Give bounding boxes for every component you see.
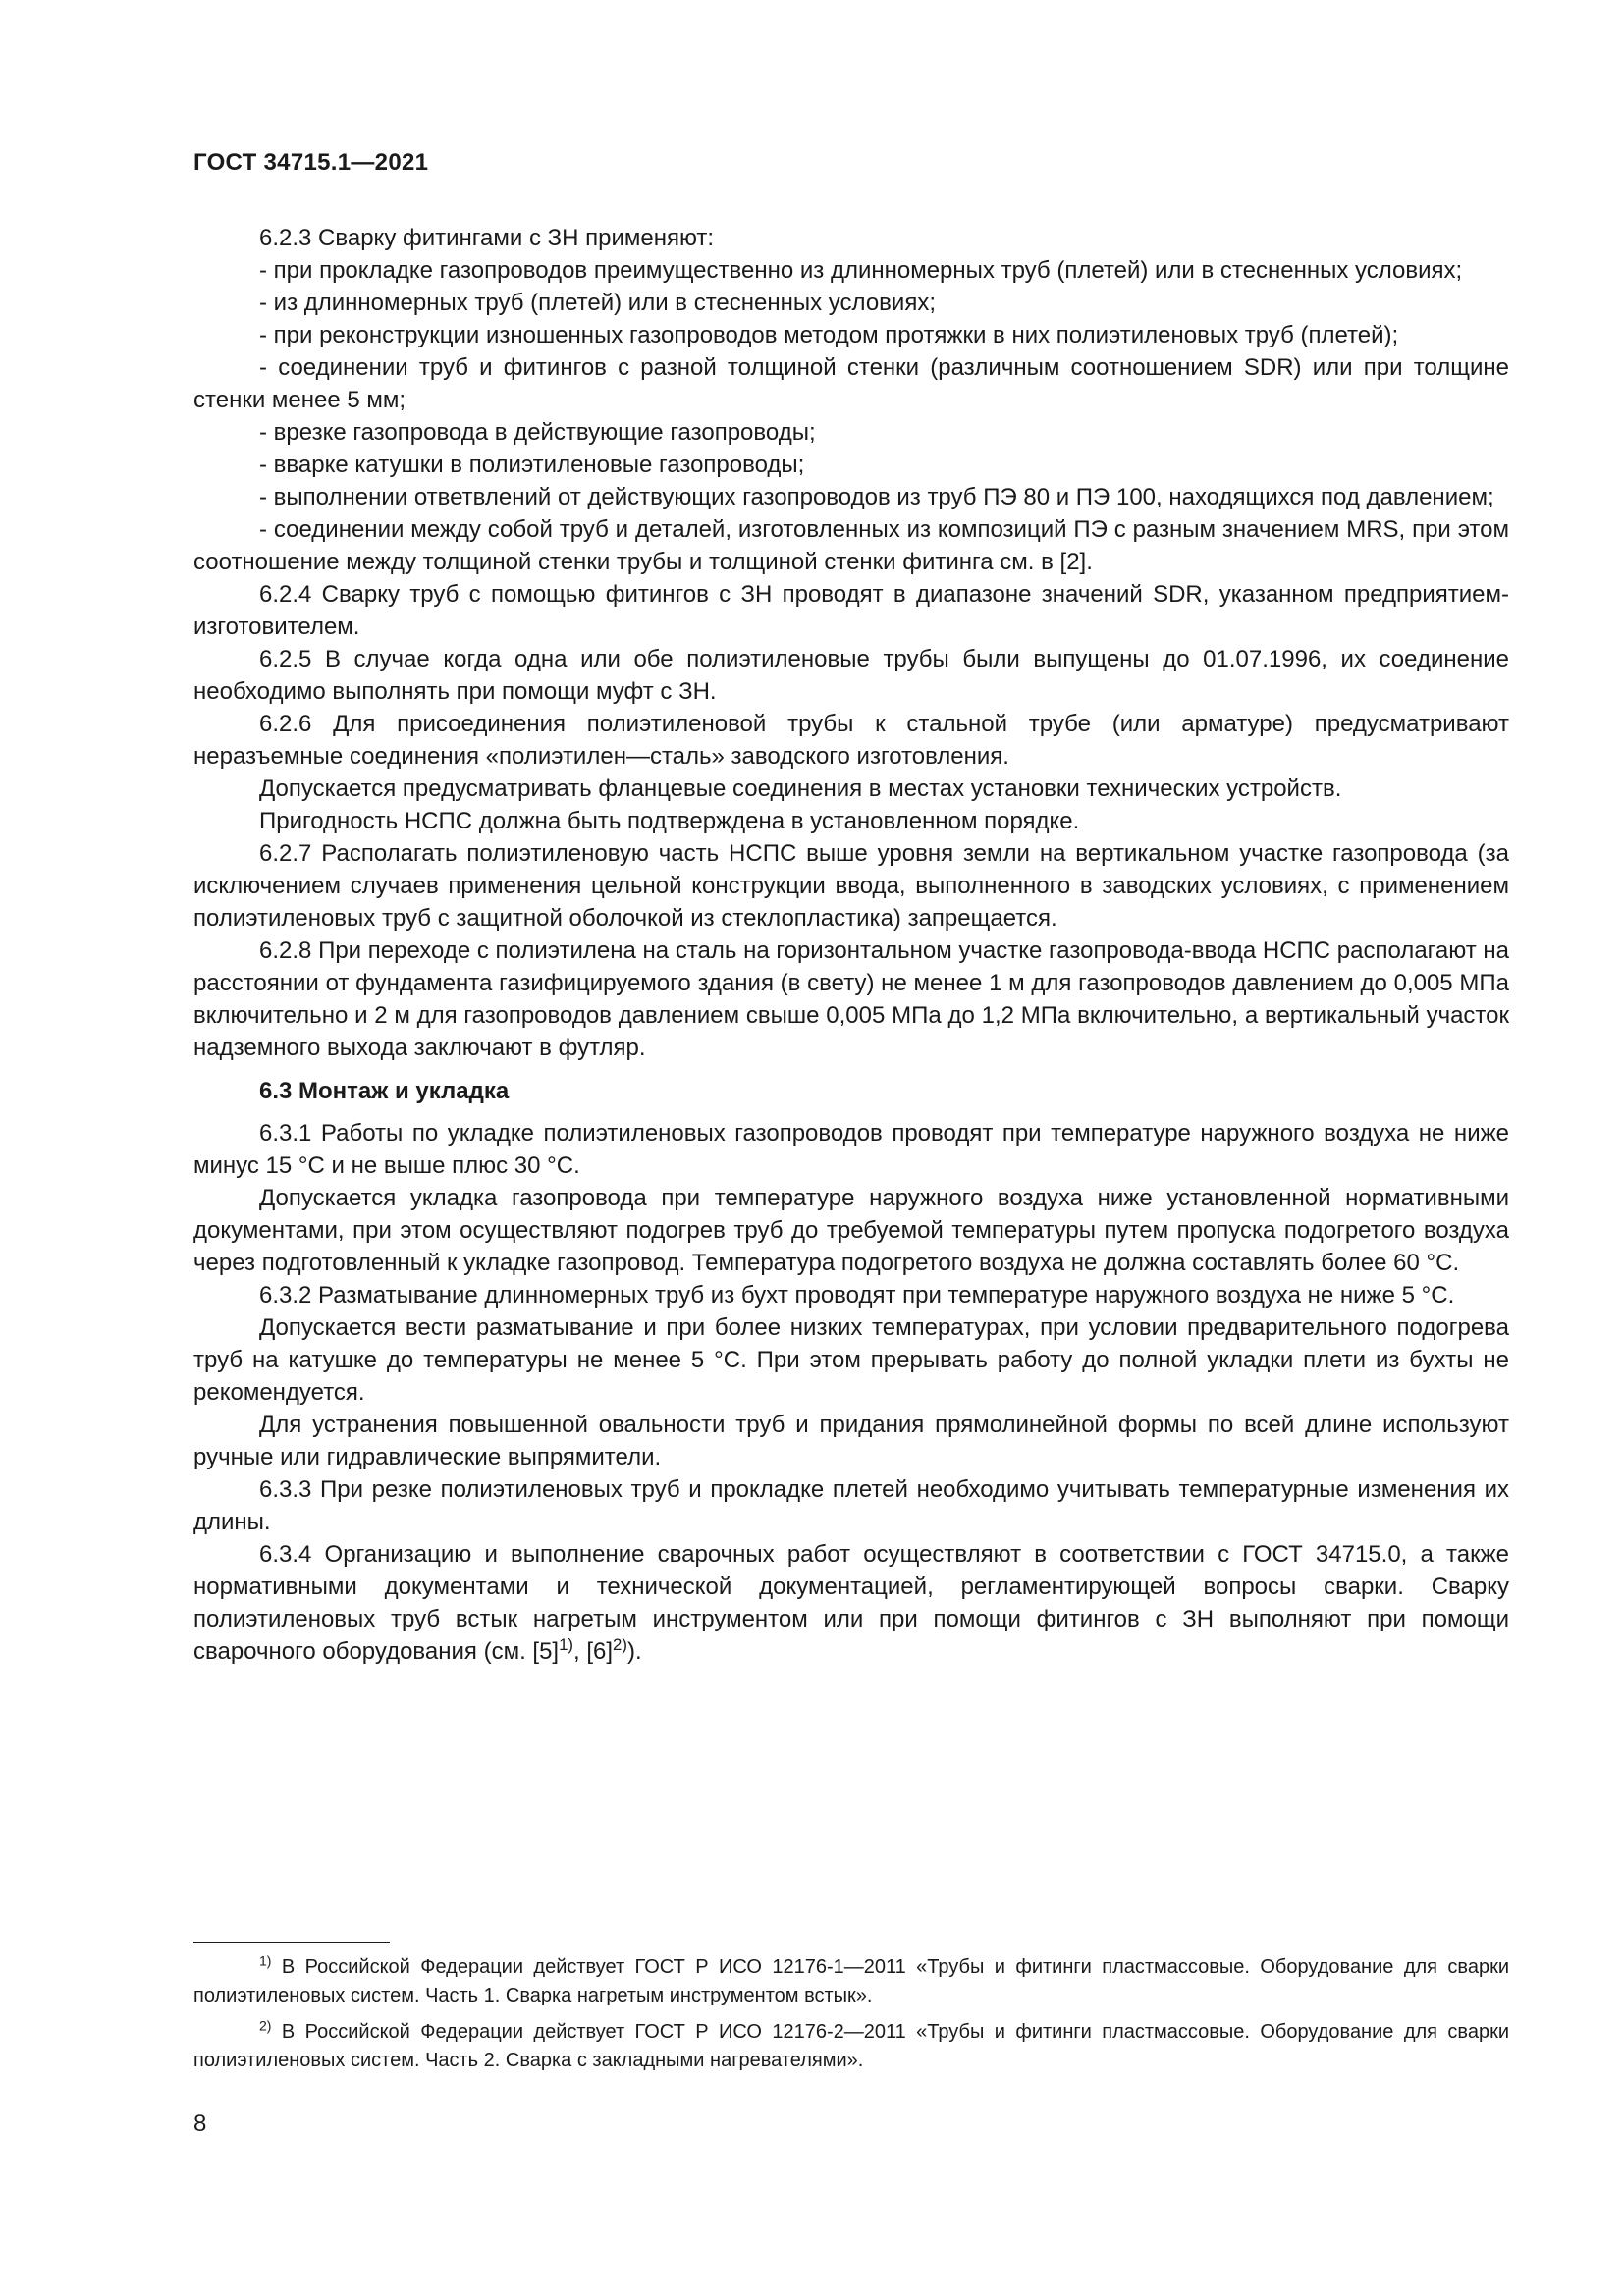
body-text <box>193 222 1509 1668</box>
list-item: - вварке катушки в полиэтиленовые газопроводы; <box>259 452 805 478</box>
page-number: 8 <box>193 2110 207 2137</box>
footnote-marker: 2) <box>259 2017 272 2034</box>
list-item: - врезке газопровода в действующие газопроводы; <box>259 419 816 446</box>
footnote-divider <box>193 1942 390 1943</box>
paragraph-text: , [6] <box>573 1638 614 1665</box>
paragraph: Для устранения повышенной овальности труб и придания прямолинейной формы по всей длине используют ручные или гидравлические выпрямители. <box>193 1412 1509 1470</box>
paragraph-6-3-3: 6.3.3 При резке полиэтиленовых труб и прокладке плетей необходимо учитывать температурные изменения их длины. <box>193 1476 1509 1535</box>
paragraph-6-2-4: 6.2.4 Сварку труб с помощью фитингов с ЗН проводят в диапазоне значений SDR, указанном предприятием-изготовителем. <box>193 581 1509 640</box>
section-heading-6-3: 6.3 Монтаж и укладка <box>259 1078 510 1104</box>
footnote-ref-2[interactable]: 2) <box>613 1634 627 1654</box>
paragraph-6-2-7: 6.2.7 Располагать полиэтиленовую часть НСПС выше уровня земли на вертикальном участке газопровода (за исключением случаев применения цельной конструкции ввода, выполненного в заводских условиях, с применением полиэтиленовых труб с защитной оболочкой из стеклопластика) запрещается. <box>193 840 1509 932</box>
list-item: - при реконструкции изношенных газопроводов методом протяжки в них полиэтиленовых труб (плетей); <box>259 322 1399 348</box>
paragraph-6-3-4 <box>193 1538 1509 1668</box>
list-item: - соединении между собой труб и деталей, изготовленных из композиций ПЭ с разным значением MRS, при этом соотношение между толщиной стенки трубы и толщиной стенки фитинга см. в [2]. <box>193 516 1509 575</box>
footnote-text: В Российской Федерации действует ГОСТ Р ИСО 12176-2—2011 «Трубы и фитинги пластмассовые. Оборудование для сварки полиэтиленовых систем. Часть 2. Сварка с закладными нагревателями». <box>193 2021 1509 2071</box>
paragraph: Пригодность НСПС должна быть подтверждена в установленном порядке. <box>259 808 1080 834</box>
paragraph-6-2-8: 6.2.8 При переходе с полиэтилена на сталь на горизонтальном участке газопровода-ввода НСПС располагают на расстоянии от фундамента газифицируемого здания (в свету) не менее 1 м для газопроводов давлением до 0,005 МПа включительно и 2 м для газопроводов давлением свыше 0,005 МПа до 1,2 МПа включительно, а вертикальный участок надземного выхода заключают в футляр. <box>193 937 1509 1061</box>
footnote-text: В Российской Федерации действует ГОСТ Р ИСО 12176-1—2011 «Трубы и фитинги пластмассовые. Оборудование для сварки полиэтиленовых систем. Часть 1. Сварка нагретым инструментом встык». <box>193 1956 1509 2006</box>
footnotes <box>193 1953 1509 2083</box>
paragraph-6-2-6: 6.2.6 Для присоединения полиэтиленовой трубы к стальной трубе (или арматуре) предусматривают неразъемные соединения «полиэтилен—сталь» заводского изготовления. <box>193 711 1509 770</box>
footnote-1 <box>193 1953 1509 2010</box>
paragraph: Допускается укладка газопровода при температуре наружного воздуха ниже установленной нормативными документами, при этом осуществляют подогрев труб до требуемой температуры путем пропуска подогретого воздуха через подготовленный к укладке газопровод. Температура подогретого воздуха не должна составлять более 60 °С. <box>193 1185 1509 1276</box>
footnote-ref-1[interactable]: 1) <box>559 1634 574 1654</box>
paragraph-text: 6.3.4 Организацию и выполнение сварочных работ осуществляют в соответствии с ГОСТ 34715.0, а также нормативными документами и технической документацией, регламентирующей вопросы сварки. Сварку полиэтиленовых труб встык нагретым инструментом или при помощи фитингов с ЗН выполняют при помощи сварочного оборудования (см. [5] <box>193 1541 1509 1665</box>
paragraph-6-2-3: 6.2.3 Сварку фитингами с ЗН применяют: <box>259 225 715 251</box>
paragraph-6-3-2: 6.3.2 Разматывание длинномерных труб из бухт проводят при температуре наружного воздуха не ниже 5 °С. <box>259 1282 1455 1308</box>
list-item: - из длинномерных труб (плетей) или в стесненных условиях; <box>259 290 936 316</box>
paragraph-text: ). <box>626 1638 642 1665</box>
list-item: - соединении труб и фитингов с разной толщиной стенки (различным соотношением SDR) или при толщине стенки менее 5 мм; <box>193 354 1509 413</box>
document-code-header: ГОСТ 34715.1—2021 <box>193 149 429 176</box>
paragraph: Допускается вести разматывание и при более низких температурах, при условии предварительного подогрева труб на катушке до температуры не менее 5 °С. При этом прерывать работу до полной укладки плети из бухты не рекомендуется. <box>193 1314 1509 1406</box>
list-item: - при прокладке газопроводов преимущественно из длинномерных труб (плетей) или в стесненных условиях; <box>259 257 1463 284</box>
list-item: - выполнении ответвлений от действующих газопроводов из труб ПЭ 80 и ПЭ 100, находящихся под давлением; <box>259 484 1494 510</box>
paragraph-6-2-5: 6.2.5 В случае когда одна или обе полиэтиленовые трубы были выпущены до 01.07.1996, их соединение необходимо выполнять при помощи муфт с ЗН. <box>193 646 1509 705</box>
paragraph-6-3-1: 6.3.1 Работы по укладке полиэтиленовых газопроводов проводят при температуре наружного воздуха не ниже минус 15 °С и не выше плюс 30 °С. <box>193 1120 1509 1179</box>
footnote-marker: 1) <box>259 1952 272 1969</box>
footnote-2 <box>193 2018 1509 2075</box>
paragraph: Допускается предусматривать фланцевые соединения в местах установки технических устройств. <box>259 775 1342 802</box>
